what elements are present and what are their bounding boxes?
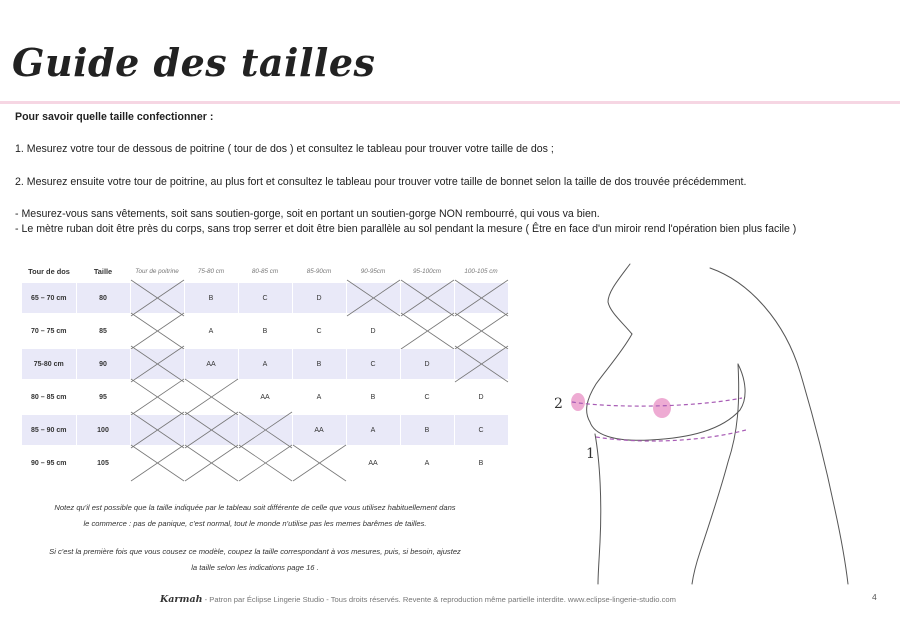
- table-row: [22, 414, 508, 447]
- cup-size-cell: A: [400, 447, 454, 480]
- cross-cell: [184, 381, 238, 414]
- cup-size-cell: B: [292, 348, 346, 381]
- cross-mark: [347, 280, 400, 316]
- cup-size-cell: D: [292, 283, 346, 315]
- neck-shoulder-line: [608, 264, 632, 334]
- cup-size-cell: B: [184, 283, 238, 315]
- cross-cell: [130, 315, 184, 348]
- cross-cell: [130, 447, 184, 480]
- title-divider: [0, 101, 900, 104]
- cup-size-cell: B: [400, 414, 454, 447]
- table-row: [22, 381, 508, 414]
- cross-cell: [454, 348, 508, 381]
- cross-cell: [400, 283, 454, 315]
- cup-size-cell: C: [292, 315, 346, 348]
- cup-size-cell: D: [346, 315, 400, 348]
- label-2: 2: [554, 396, 563, 412]
- header-cup-95-100: 95-100cm: [412, 267, 441, 275]
- cross-mark: [401, 280, 454, 316]
- cup-size-cell: AA: [184, 348, 238, 381]
- cross-mark: [455, 280, 508, 316]
- cross-cell: [400, 315, 454, 348]
- cross-mark: [455, 313, 508, 349]
- cross-mark: [455, 346, 508, 382]
- header-cup-75-80: 75-80 cm: [197, 267, 225, 275]
- header-cup-85-90: 85-90cm: [306, 267, 332, 275]
- note-2-line-1: Si c'est la première fois que vous cousez ce modèle, coupez la taille correspondant à vos mesures, puis, si besoin, ajustez: [49, 546, 461, 556]
- cross-mark: [239, 445, 292, 481]
- cup-size-cell: AA: [292, 414, 346, 447]
- cross-cell: [238, 447, 292, 480]
- step-1: 1. Mesurez votre tour de dessous de poitrine ( tour de dos ) et consultez le tableau pour trouver votre taille de dos ;: [15, 143, 554, 156]
- cross-mark: [131, 445, 184, 481]
- arm-line: [710, 268, 848, 584]
- cup-size-cell: D: [454, 381, 508, 414]
- cross-mark: [131, 412, 184, 448]
- header-cup-100-105: 100-105 cm: [464, 267, 498, 275]
- cup-size-cell: B: [346, 381, 400, 414]
- note-1-line-2: le commerce : pas de panique, c'est normal, tout le monde n'utilise pas les memes barêmes de tailles.: [83, 518, 427, 528]
- step-2: 2. Mesurez ensuite votre tour de poitrine, au plus fort et consultez le tableau pour trouver votre taille de bonnet selon la taille de dos trouvée précédemment.: [15, 175, 747, 188]
- page-title: Guide des tailles: [12, 40, 376, 85]
- cross-cell: [346, 283, 400, 315]
- cup-size-cell: A: [346, 414, 400, 447]
- table-row: [22, 348, 508, 381]
- cup-size-cell: C: [400, 381, 454, 414]
- cross-cell: [292, 447, 346, 480]
- row-tour-de-dos: 75-80 cm: [22, 348, 76, 381]
- table-row: [22, 447, 508, 480]
- torso-left-line: [595, 434, 601, 584]
- footer-text: - Patron par Éclipse Lingerie Studio - Tous droits réservés. Revente & reproduction même partielle interdite. www.eclipse-lingerie-studio.com: [202, 595, 676, 604]
- cup-size-cell: AA: [346, 447, 400, 480]
- tip-2: - Le mètre ruban doit être près du corps, sans trop serrer et doit être bien parallèle au sol pendant la mesure ( Être en face d'un miroir rend l'opération bien plus facile ): [15, 223, 797, 236]
- header-tour-de-dos: Tour de dos: [28, 266, 70, 276]
- table-row: [22, 315, 508, 348]
- cup-size-cell: C: [346, 348, 400, 381]
- cross-mark: [131, 280, 184, 316]
- row-tour-de-dos: 80 – 85 cm: [22, 381, 76, 414]
- size-table: [22, 259, 509, 481]
- row-tour-de-dos: 65 – 70 cm: [22, 283, 76, 315]
- row-tour-de-dos: 90 – 95 cm: [22, 447, 76, 480]
- cross-mark: [185, 379, 238, 415]
- cross-cell: [130, 348, 184, 381]
- cup-size-cell: C: [238, 283, 292, 315]
- cross-mark: [131, 379, 184, 415]
- row-taille: 80: [76, 283, 130, 315]
- cross-mark: [401, 313, 454, 349]
- underarm-line: [692, 364, 739, 584]
- row-taille: 100: [76, 414, 130, 447]
- header-taille: Taille: [93, 266, 113, 276]
- header-cup-80-85: 80-85 cm: [251, 267, 279, 275]
- cup-size-cell: AA: [238, 381, 292, 414]
- cup-size-cell: A: [292, 381, 346, 414]
- cup-size-cell: B: [454, 447, 508, 480]
- table-body: [22, 283, 508, 480]
- note-2-line-2: la taille selon les indications page 16 .: [191, 562, 319, 572]
- cup-size-cell: D: [400, 348, 454, 381]
- cross-cell: [130, 381, 184, 414]
- cup-size-cell: A: [238, 348, 292, 381]
- footer-brand: Karmah: [160, 594, 203, 605]
- cross-cell: [184, 414, 238, 447]
- cross-mark: [239, 412, 292, 448]
- cross-cell: [454, 283, 508, 315]
- measurement-illustration: [550, 262, 880, 587]
- cup-size-cell: B: [238, 315, 292, 348]
- label-1: 1: [586, 446, 595, 462]
- row-taille: 95: [76, 381, 130, 414]
- intro-text: [15, 110, 890, 238]
- row-tour-de-dos: 85 – 90 cm: [22, 414, 76, 447]
- cross-cell: [130, 414, 184, 447]
- page-number: 4: [872, 592, 877, 602]
- header-cup-90-95: 90-95cm: [360, 267, 386, 275]
- cross-cell: [454, 315, 508, 348]
- footer: [160, 594, 676, 605]
- header-tour-de-poitrine: Tour de poitrine: [135, 267, 179, 275]
- cross-mark: [185, 412, 238, 448]
- note-1-line-1: Notez qu'il est possible que la taille indiquée par le tableau soit différente de celle que vous utilisez habituellement dans: [54, 503, 456, 512]
- row-taille: 105: [76, 447, 130, 480]
- cross-mark: [131, 346, 184, 382]
- cross-cell: [238, 414, 292, 447]
- cross-mark: [185, 445, 238, 481]
- underbust-measure-line: [596, 430, 746, 441]
- bust-point-marker: [653, 398, 671, 418]
- row-tour-de-dos: 70 – 75 cm: [22, 315, 76, 348]
- cup-size-cell: A: [184, 315, 238, 348]
- row-taille: 90: [76, 348, 130, 381]
- notes: [20, 500, 490, 576]
- tip-1: - Mesurez-vous sans vêtements, soit sans soutien-gorge, soit en portant un soutien-gorge NON rembourré, qui vous va bien.: [15, 208, 600, 221]
- table-row: [22, 283, 508, 315]
- cross-cell: [184, 447, 238, 480]
- cross-mark: [131, 313, 184, 349]
- row-taille: 85: [76, 315, 130, 348]
- intro-heading: Pour savoir quelle taille confectionner :: [15, 111, 214, 123]
- upper-chest-line: [587, 334, 632, 422]
- cross-cell: [130, 283, 184, 315]
- cross-mark: [293, 445, 346, 481]
- cup-size-cell: C: [454, 414, 508, 447]
